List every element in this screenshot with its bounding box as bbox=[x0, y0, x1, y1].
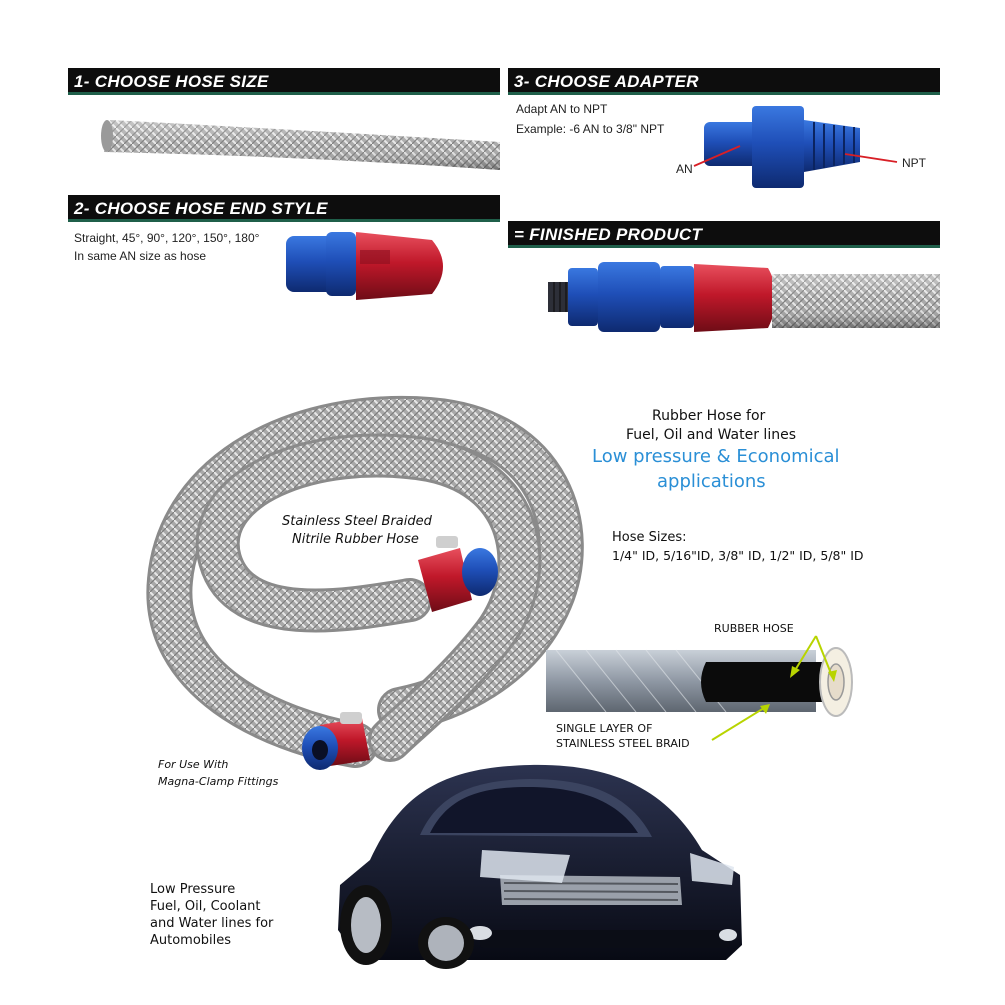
magna-label-1: For Use With bbox=[158, 758, 229, 771]
stainless-label-2: Nitrile Rubber Hose bbox=[292, 532, 419, 547]
step3-example: Example: -6 AN to 3/8" NPT bbox=[516, 122, 665, 136]
braid-arrow bbox=[706, 700, 776, 746]
low-pressure-2: applications bbox=[657, 471, 766, 492]
hose-sizes-title: Hose Sizes: bbox=[612, 530, 687, 545]
rubber-hose-title-2: Fuel, Oil and Water lines bbox=[626, 427, 796, 443]
hose-sizes-values: 1/4" ID, 5/16"ID, 3/8" ID, 1/2" ID, 5/8" ID bbox=[612, 548, 864, 563]
magna-label-2: Magna-Clamp Fittings bbox=[158, 775, 279, 788]
finished-hose-assembly bbox=[548, 258, 940, 338]
auto-line-1: Low Pressure bbox=[150, 882, 236, 897]
step2-angles: Straight, 45°, 90°, 120°, 150°, 180° bbox=[74, 231, 260, 245]
braid-callout-2: STAINLESS STEEL BRAID bbox=[556, 737, 690, 750]
rubber-hose-arrows bbox=[780, 630, 850, 690]
auto-line-2: Fuel, Oil, Coolant bbox=[150, 899, 261, 914]
step3-banner bbox=[508, 68, 940, 95]
braid-callout-1: SINGLE LAYER OF bbox=[556, 722, 653, 735]
finished-banner bbox=[508, 221, 940, 248]
auto-line-3: and Water lines for bbox=[150, 916, 274, 931]
auto-line-4: Automobiles bbox=[150, 933, 232, 948]
braided-hose-straight bbox=[100, 112, 502, 168]
label-an: AN bbox=[676, 162, 693, 176]
hose-end-fitting bbox=[282, 222, 462, 314]
step2-banner bbox=[68, 195, 500, 222]
step3-title: 3- CHOOSE ADAPTER bbox=[514, 72, 699, 91]
stainless-label-1: Stainless Steel Braided bbox=[282, 514, 432, 529]
upper-clamp-fitting bbox=[418, 536, 498, 612]
label-npt: NPT bbox=[902, 156, 926, 170]
step2-note: In same AN size as hose bbox=[74, 249, 207, 263]
rubber-hose-callout: RUBBER HOSE bbox=[714, 622, 794, 635]
step1-title: 1- CHOOSE HOSE SIZE bbox=[74, 72, 269, 91]
sedan-car bbox=[330, 755, 750, 995]
coiled-braided-hose bbox=[150, 400, 610, 800]
step2-title: 2- CHOOSE HOSE END STYLE bbox=[74, 199, 328, 218]
step1-banner bbox=[68, 68, 500, 95]
low-pressure-1: Low pressure & Economical bbox=[592, 446, 840, 467]
step3-adapt: Adapt AN to NPT bbox=[516, 102, 608, 116]
npt-arrow bbox=[845, 148, 905, 168]
finished-title: = FINISHED PRODUCT bbox=[514, 225, 703, 244]
rubber-hose-title-1: Rubber Hose for bbox=[652, 408, 766, 424]
an-arrow bbox=[690, 140, 750, 170]
